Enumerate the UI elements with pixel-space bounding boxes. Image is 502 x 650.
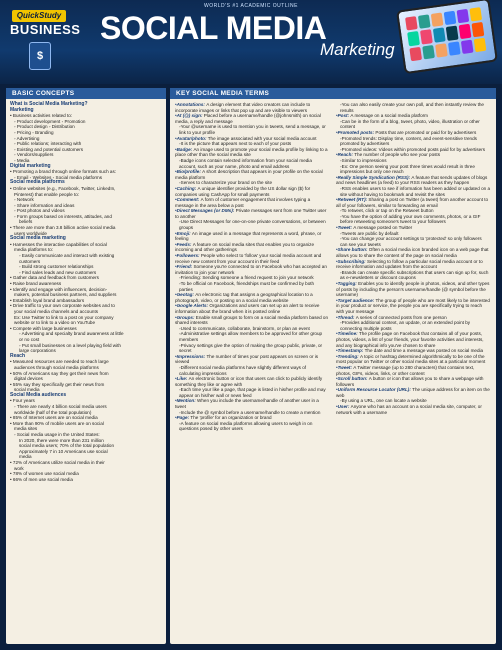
term-name: •Post: [336,113,351,119]
term-definition: People who select to 'follow' your social media account and receive new content from your account in their feed [175,253,322,264]
concept-line: • 55% say they specifically get their news from [10,381,105,387]
term-definition: A feature that sends updates of blogs and news headlines (a feed) to your RSS readers as they happen [336,174,488,186]
dollar-stack-icon: $ [29,42,51,70]
concept-line: ◦ Email ◦ Websites ◦ Social media platforms [14,174,103,180]
term-definition: Sharing a post on Twitter (a tweet) from another account to all of your followers, similar to forwarding an email [336,197,489,208]
concept-line: work [14,465,24,471]
term-definition: A form of customer engagement that involves typing a message in the area below a post [175,197,311,208]
header-banner [0,0,502,84]
term-definition: ◦RSS enables users to see if information has been added or updated on a site without having to bookmark and revisit the sites [340,185,491,197]
term-entry [336,136,490,147]
term-definition: ◦Badge icons contain selected information from your social media account, such as your name, photo and email address [179,157,312,169]
concept-line: ◦ Network [14,197,34,203]
concept-line: • Four years [10,398,35,404]
concept-line: ◦ Build strong customer relationships [19,264,94,270]
term-entry [336,320,490,331]
term-entry [175,253,329,264]
app-icon [433,28,446,43]
term-definition: A series of connected posts from one person [355,314,447,320]
concept-line: Ex: Use Twitter to link to a post on your company [14,314,114,320]
concept-line: ◦ Public relations; interacting with [14,141,82,147]
term-name: •Google Alerts: [175,303,210,309]
term-name: •Tagging: [336,281,359,286]
concept-line: • Identify and engage with influencers, decision- [10,286,108,292]
term-name: •Retweet (RT): [336,197,369,203]
concept-line: ◦ Share information and ideas [14,202,75,208]
concept-line: Pinterest) that enable people to: [14,191,80,197]
term-definition: ◦Similar to impressions [340,157,387,163]
term-entry [336,298,490,315]
app-icon [407,31,420,46]
term-definition: An image used to promote your social media profile by linking to a place other than the social media site [175,146,328,158]
logo-quickstudy: QuickStudy [12,10,66,22]
term-definition: An electronic tag that assigns a geographical location to a photograph, video, or posting on a social media website [175,292,313,303]
term-entry [175,113,329,124]
term-definition: Enables you to identify people in photos, videos, and other types of posts by including the person's username/handle (@ symbol before the username) [336,281,490,298]
app-icon [457,9,470,24]
term-name: •Page: [175,415,191,421]
term-entry [175,421,329,432]
term-definition: Posts that are promoted or paid for by advertisers [375,129,477,135]
term-name: •Impressions: [175,353,207,359]
term-definition: ◦Can be in the form of a blog, tweet, photo, video, illustration or other content [340,118,480,130]
term-definition: A short description that appears in your profile on the social media platform [175,169,323,180]
term-name: •Like: [175,376,189,382]
tagline: WORLD'S #1 ACADEMIC OUTLINE [204,3,298,9]
concept-line: Approximately 7 in 10 Americans use social [19,448,108,454]
term-name: •Timestamp: [336,348,365,354]
concept-line: audiences through social media platforms [14,364,99,370]
term-name: •Share button: [336,247,369,253]
concept-line: Reach [10,352,26,359]
concept-line: • 78% of women use social media [10,471,79,477]
term-name: •Bio/profile: [175,169,203,175]
term-name: •Friend: [175,264,194,270]
concept-line: • Harnesses the interactive capabilities of social [10,241,107,247]
term-name: •Tweet: [336,364,354,370]
term-entry [336,197,490,208]
term-name: •Timeline: [336,331,359,337]
section-heading-key-terms: KEY SOCIAL MEDIA TERMS [170,88,496,99]
term-definition: ◦Each time your like a page, that page is listed in his/her profile and may appear on his/her wall or news feed [179,387,326,398]
term-definition: ◦Friending: Sending someone a friend request to join your network [179,275,314,281]
key-terms-column-2 [336,102,490,415]
term-entry [336,354,490,365]
concept-line: customers [19,258,41,264]
term-definition: Selecting to follow a particular social media account or to receive information and updates from the account [336,258,483,270]
term-definition: The image associated with your social media account [207,135,317,141]
concept-line: worldwide (half of the total population) [14,409,92,415]
term-definition: The profile page on Facebook that contains all of your posts, photos, videos, a list of your friends, your favorite activities and interests, and any biographical info you've chosen to share [336,331,484,348]
term-definition: The group of people who are most likely to be interested in your product or service, the people you are specifically trying to reach with your message [336,297,490,314]
term-name: •User: [336,404,351,410]
term-definition: A topic or hashtag determined algorithmically to be one of the most popular on Twitter or other social media sites at a particular moment [336,353,486,365]
logo-business: BUSINESS [10,22,81,37]
concept-line: • 50% of Americans say they get their news from [10,370,109,376]
concept-line: ◦ There are nearly 4 billion social media users [14,404,107,410]
concept-line: • Compete with large businesses [10,325,77,331]
term-entry [175,231,329,242]
term-definition: Enable small groups to form on a social media platform based on shared interests [175,314,329,326]
concept-line: Social Media audiences [10,391,67,398]
term-name: •Tweet: [336,225,354,231]
term-definition: ◦Include the @ symbol before a username/handle to create a mention [179,409,321,415]
term-entry [336,365,490,376]
app-icon [405,16,418,31]
term-name: •Groups: [175,314,196,320]
concept-line: ◦ Product design ◦ Distribution [14,124,75,130]
concept-line: ◦ Media [14,157,30,163]
concept-line: beliefs [19,219,33,225]
term-entry [175,219,329,230]
app-icon [420,30,433,45]
concept-line: ◦ Product development ◦ Promotion [14,118,86,124]
term-entry [175,186,329,197]
term-definition: Someone you're connected to on Facebook who has accepted an invitation to join your network [175,264,327,275]
term-definition: ◦You have the option of adding your own comments, photos, or a GIF before retweeting someone's tweet to your followers [340,213,481,225]
term-definition: Placed before a username/handle (@johnsmith) on social media, a reply and message [175,113,321,124]
term-entry [336,175,490,186]
term-definition: Anyone who has an account on a social media site, computer, or network with a username [336,404,482,415]
term-entry [336,331,490,348]
term-entry [336,236,490,247]
concept-line: social media [14,387,40,393]
term-definition: ◦Ex: One person seeing your post three times would result in three impressions but only one reach [340,163,475,175]
term-definition: Private messages sent from one Twitter user to another [175,208,327,219]
term-entry [336,214,490,225]
term-definition: The unique address for an item on the web [336,387,490,398]
app-icon [461,39,474,54]
term-entry [175,242,329,253]
concept-line: • Promoting a brand through online formats such as: [10,169,117,175]
app-icon [448,41,461,56]
term-entry [175,354,329,365]
term-entry [175,124,329,135]
term-name: •Badge: [175,146,194,152]
term-name: •Caching: [175,185,198,191]
concept-line: ◦ Existing and potential customers [14,146,84,152]
section-heading-basic-concepts: BASIC CONCEPTS [6,88,166,99]
term-definition: ◦By using a URL, one can locate a website [340,398,427,404]
term-definition: ◦Tweets are public by default [340,230,399,236]
app-icon [474,37,487,52]
term-definition: ◦A feature on social media platforms allowing users to weigh in on questions posed by other users [179,420,313,432]
term-name: •Mention: [175,398,198,404]
concept-line: makers, potential business partners, and suppliers [14,292,117,298]
concept-line: media platforms to: [14,247,54,253]
concept-line: ◦ Find sales leads and new customers [19,269,97,275]
concept-line: • Gather data and feedback from customers [10,275,99,281]
term-entry [336,164,490,175]
term-name: •Emoji: [175,230,192,236]
app-icon [459,24,472,39]
term-name: •Scroll button: [336,376,369,382]
basic-concepts-panel [6,88,166,644]
term-name: •Thread: [336,314,356,320]
term-name: •Trending: [336,353,360,359]
app-icon [431,13,444,28]
term-name: •At (@) sign: [175,113,204,119]
term-definition: A message posted on Twitter [353,225,413,231]
term-definition: A button or icon that allows you to share a webpage with followers [336,376,484,387]
concept-line: Social media platforms [10,179,65,186]
term-name: •Followers: [175,253,201,259]
term-definition: A feature on social media sites that enables you to organize incoming and other gatherings [175,241,315,253]
concept-line: ◦ Easily communicate and interact with existing [19,253,115,259]
app-icon [409,46,422,61]
term-entry [175,147,329,158]
term-entry [175,398,329,409]
term-name: •Annotations: [175,102,207,107]
concept-line: • 66% of men use social media [10,476,73,482]
term-definition: ◦Privacy settings give the option of making the group public, private, or secret [179,342,323,354]
term-entry [175,169,329,180]
term-definition: ◦Used to communicate, collaborate, brainstorm, or plan an event [179,325,310,331]
term-definition: ◦Brands can create specific subscriptions that users can sign up for, such as e-newsletters or discount coupons [340,269,489,281]
term-name: •Really Simple Syndication (RSS): [336,174,412,180]
concept-line: In 2020, there were more than 231 million [19,437,104,443]
term-entry [175,343,329,354]
term-entry [175,387,329,398]
concept-line: • 72% of Americans utilize social media in their [10,460,105,465]
term-entry [336,119,490,130]
term-entry [175,315,329,326]
concept-line: Digital marketing [10,162,51,169]
term-entry [175,158,329,169]
term-definition: ◦Your @username is used to mention you in tweets, send a message, or link to your profile [179,124,326,135]
term-entry [336,404,490,415]
term-definition: ◦You can change your account settings to 'protected' so only followers can see your tweets [340,236,482,247]
concept-line: your social media channels and accounts [14,308,99,314]
concept-line: ◦ Social media usage in the United States: [14,432,100,438]
concept-line: Social media marketing [10,235,66,242]
publisher-logo [10,8,81,78]
term-entry [336,387,490,398]
term-entry [336,270,490,281]
concept-line: ◦ Advertising and specialty brand awareness at little [19,331,124,337]
term-definition: ◦Administrative settings allow members to be approved for other group members [179,331,323,342]
concept-line: digital devices [14,376,43,382]
term-entry [175,102,329,113]
term-name: •Direct Messages (or DMs): [175,208,236,214]
concept-line: What is Social Media Marketing? [10,101,88,107]
term-definition: The number of times your post appears on screen or is viewed [175,353,319,365]
term-entry [175,264,329,275]
term-name: •Reach: [336,152,355,158]
concept-line: ◦ Post photos and videos [14,208,65,214]
term-definition: The date and time a message was posted on social media [364,348,484,354]
term-name: •Feeds: [175,241,193,247]
term-name: •Target audience: [336,297,376,303]
concept-line: ◦ Advertising [14,135,40,141]
term-definition: An image used in a message that represents a word, phrase, or feeling [175,230,322,242]
term-definition: An electronic button or icon that users can click to publicly identify something they like or agree with [175,376,323,387]
concept-line: ◦ Pricing ◦ Branding [14,129,54,135]
term-name: •Geotag: [175,292,196,298]
term-entry [336,259,490,270]
concept-line: ◦ Put small businesses on a level playing field with [19,342,121,348]
concept-line: • Drive traffic to your own corporate websites and to [10,303,115,309]
concept-line: media [19,454,32,460]
term-definition: ◦Promoted videos: Videos within promoted posts paid for by advertisers [340,146,486,152]
term-name: •Uniform Resource Locator (URL): [336,387,413,393]
term-name: •Comment: [175,197,201,203]
term-entry [336,102,490,113]
concept-line: • 85% of Internet users are on social media [10,415,98,421]
concept-line: social media users; 70% of the total population [19,443,114,449]
term-definition: A Twitter message (up to 280 characters) that contains text, photos, GIFs, videos, links, or other content [336,364,475,376]
app-icon [444,11,457,26]
term-name: •Promoted posts: [336,129,376,135]
term-definition: A unique identifier provided by the US dollar sign ($) for companies using CashApp for small payments [175,185,311,197]
term-entry [175,376,329,387]
concept-line: • There are more than 3.8 billion active social media [10,225,116,231]
concept-line: • Raise brand awareness [10,281,62,286]
term-definition: ◦To retweet, click or tap on the Retweet button [340,208,434,214]
term-definition: When you include the username/handle of another user in a tweet [175,398,319,410]
term-entry [175,292,329,303]
key-terms-panel [170,88,496,644]
term-definition: A design element that video creators can include to incorporate images or links that pop up and are visible to viewers [175,102,311,113]
basic-concepts-text [10,102,162,482]
concept-line: • More than 90% of mobile users are on social [10,420,104,426]
concept-line: or no cost [19,336,40,342]
term-definition: The number of people who see your posts [354,152,441,158]
concept-line: website or to link to a video on YouTube [14,320,96,326]
term-entry [175,208,329,219]
app-icon [469,7,482,22]
term-definition: ◦Different social media platforms have slightly different ways of calculating impressions [179,364,307,376]
term-definition: A message on a social media platform [350,113,428,119]
term-definition: ◦Promoted trends: Display time, content, and event-sensitive trends promoted by advertisers [340,135,477,147]
term-definition: ◦Provides additional context, an update, or an extended point by connecting multiple posts [340,320,471,331]
term-entry [336,186,490,197]
concept-line: large corporations [19,348,56,354]
term-definition: ◦You can also easily create your own poll, and then instantly review the results [340,102,484,113]
concept-line: • Establish loyal brand ambassadors [10,297,85,303]
concept-line: • Measured resources are needed to reach large [10,359,109,365]
term-entry [336,281,490,298]
term-entry [336,247,490,258]
smartphone-icon [396,0,498,74]
term-definition: ◦Serves to characterize your brand on the site [179,180,273,186]
term-definition: ◦It is the picture that appears next to each of your posts [179,141,292,147]
concept-line: media sites [14,426,38,432]
term-entry [175,331,329,342]
concept-line: users worldwide [14,230,47,236]
page-title: SOCIAL MEDIA [100,10,327,46]
term-entry [175,197,329,208]
concept-line: ◦ Form groups based on interests, attitudes, and [14,213,112,219]
concept-line: • Online websites (e.g., Facebook, Twitter, LinkedIn, [10,185,116,191]
concept-line: ◦ Vendors/suppliers [14,152,54,158]
term-name: •Subscribing: [336,258,367,264]
term-entry [175,281,329,292]
concept-line: • Business activities related to: [10,113,73,119]
term-entry [336,376,490,387]
term-definition: The 'profile' for an organization or brand [190,415,272,421]
term-definition: ◦To be official on Facebook, friendships must be confirmed by both parties [179,281,315,292]
concept-line: Marketing [10,106,34,113]
app-icon [418,14,431,29]
term-name: •Avatar/photo: [175,135,208,141]
term-entry [175,303,329,314]
app-icon [472,22,485,37]
key-terms-column-1 [175,102,329,432]
term-definition: Often a social media icon branded icon on a web page that allows you to share the content of the page on social media [336,247,489,259]
term-definition: ◦Use Direct Messages for one-on-one private conversations, or between groups [179,219,326,231]
app-icon [422,45,435,60]
app-icon [446,26,459,41]
page-subtitle: Marketing [320,40,395,59]
term-definition: Organizations and users can set up an alert to receive information about the brand when it is posted online [175,303,320,314]
term-entry [175,365,329,376]
app-icon [435,43,448,58]
